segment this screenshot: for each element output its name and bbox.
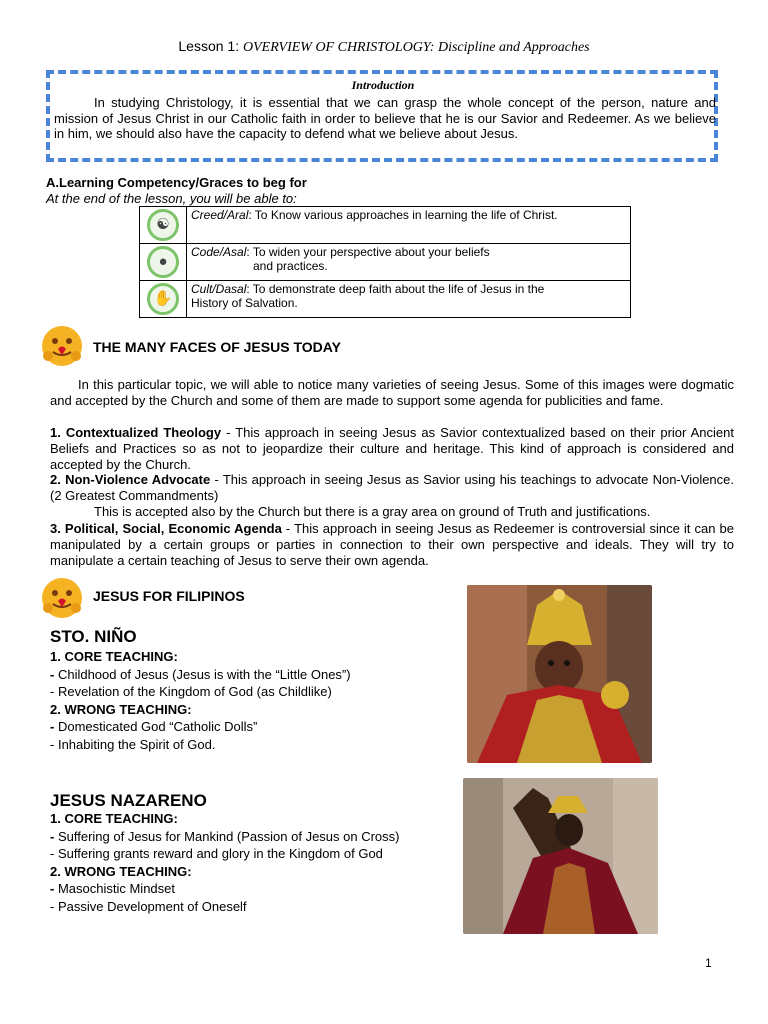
competency-row: ● Code/Asal: To widen your perspective about your beliefs and practices. — [140, 244, 631, 281]
lesson-title-text: OVERVIEW OF CHRISTOLOGY: Discipline and Approaches — [243, 40, 590, 55]
competency-label: Cult/Dasal — [191, 282, 247, 296]
competency-row: ☯ Creed/Aral: To Know various approaches in learning the life of Christ. — [140, 207, 631, 244]
competency-subheading: At the end of the lesson, you will be able to: — [46, 191, 297, 206]
praying-hands-icon: ✋ — [147, 283, 179, 315]
many-faces-heading: THE MANY FACES OF JESUS TODAY — [93, 339, 341, 355]
competency-label: Creed/Aral — [191, 208, 249, 222]
competency-table — [139, 206, 631, 318]
introduction-text: In studying Christology, it is essential that we can grasp the whole concept of the person, nature and mission of Jesus Christ in our Catholic faith in order to believe that he is our Savior and Redeemer. As we believe in him, we should also have the capacity to defend what we believe about Jesus. — [54, 95, 716, 141]
people-icon: ● — [147, 246, 179, 278]
many-faces-intro: In this particular topic, we will able to notice many varieties of seeing Jesus. Some of this images were dogmatic and accepted by the Church and some of them are made to support some agenda for publicities and fame. — [50, 377, 734, 408]
praying-person-icon: ☯ — [147, 209, 179, 241]
sto-nino-title: STO. NIÑO — [50, 627, 137, 646]
sto-nino-image — [467, 585, 652, 763]
approach-item: 2. Non-Violence Advocate - This approach in seeing Jesus as Savior using his teachings to advocate Non-Violence. (2 Greatest Commandments) This is accepted also by the Church but there is a gray area on ground of Truth and justifications. — [50, 472, 735, 519]
nazareno-list: 1. CORE TEACHING: - Suffering of Jesus for Mankind (Passion of Jesus on Cross) - Suffering grants reward and glory in the Kingdom of God 2. WRONG TEACHING: - Masochistic Mindset - Passive Development of Oneself — [50, 811, 400, 914]
lesson-label: Lesson 1: — [178, 38, 240, 54]
hugging-emoji-icon — [36, 322, 88, 368]
sto-nino-list: 1. CORE TEACHING: - Childhood of Jesus (Jesus is with the “Little Ones”) - Revelation of the Kingdom of God (as Childlike) 2. WRONG TEACHING: - Domesticated God “Catholic Dolls” - Inhabiting the Spirit of God. — [50, 649, 351, 752]
nazareno-title: JESUS NAZARENO — [50, 791, 207, 810]
approach-item: 1. Contextualized Theology - This approach in seeing Jesus as Savior contextualized based on their prior Ancient Beliefs and Practices so as not to jeopardize their culture and heritage. This kind of approach is considered and accepted by the Church. — [50, 425, 734, 472]
approach-item: 3. Political, Social, Economic Agenda - This approach in seeing Jesus as Redeemer is controversial since it can be manipulated by a certain groups or parties in connection to their own perspective and ideals. They will try to manipulate a certain teaching of Jesus to serve their own agenda. — [50, 521, 734, 568]
nazareno-image — [463, 778, 658, 934]
filipinos-heading: JESUS FOR FILIPINOS — [93, 588, 245, 604]
competency-row: ✋ Cult/Dasal: To demonstrate deep faith about the life of Jesus in the History of Salvation. — [140, 281, 631, 318]
page-number: 1 — [705, 956, 712, 970]
lesson-title — [0, 38, 768, 56]
hugging-emoji-icon — [36, 574, 88, 620]
introduction-heading: Introduction — [351, 78, 415, 92]
competency-heading: A.Learning Competency/Graces to beg for — [46, 175, 307, 190]
competency-label: Code/Asal — [191, 245, 247, 259]
